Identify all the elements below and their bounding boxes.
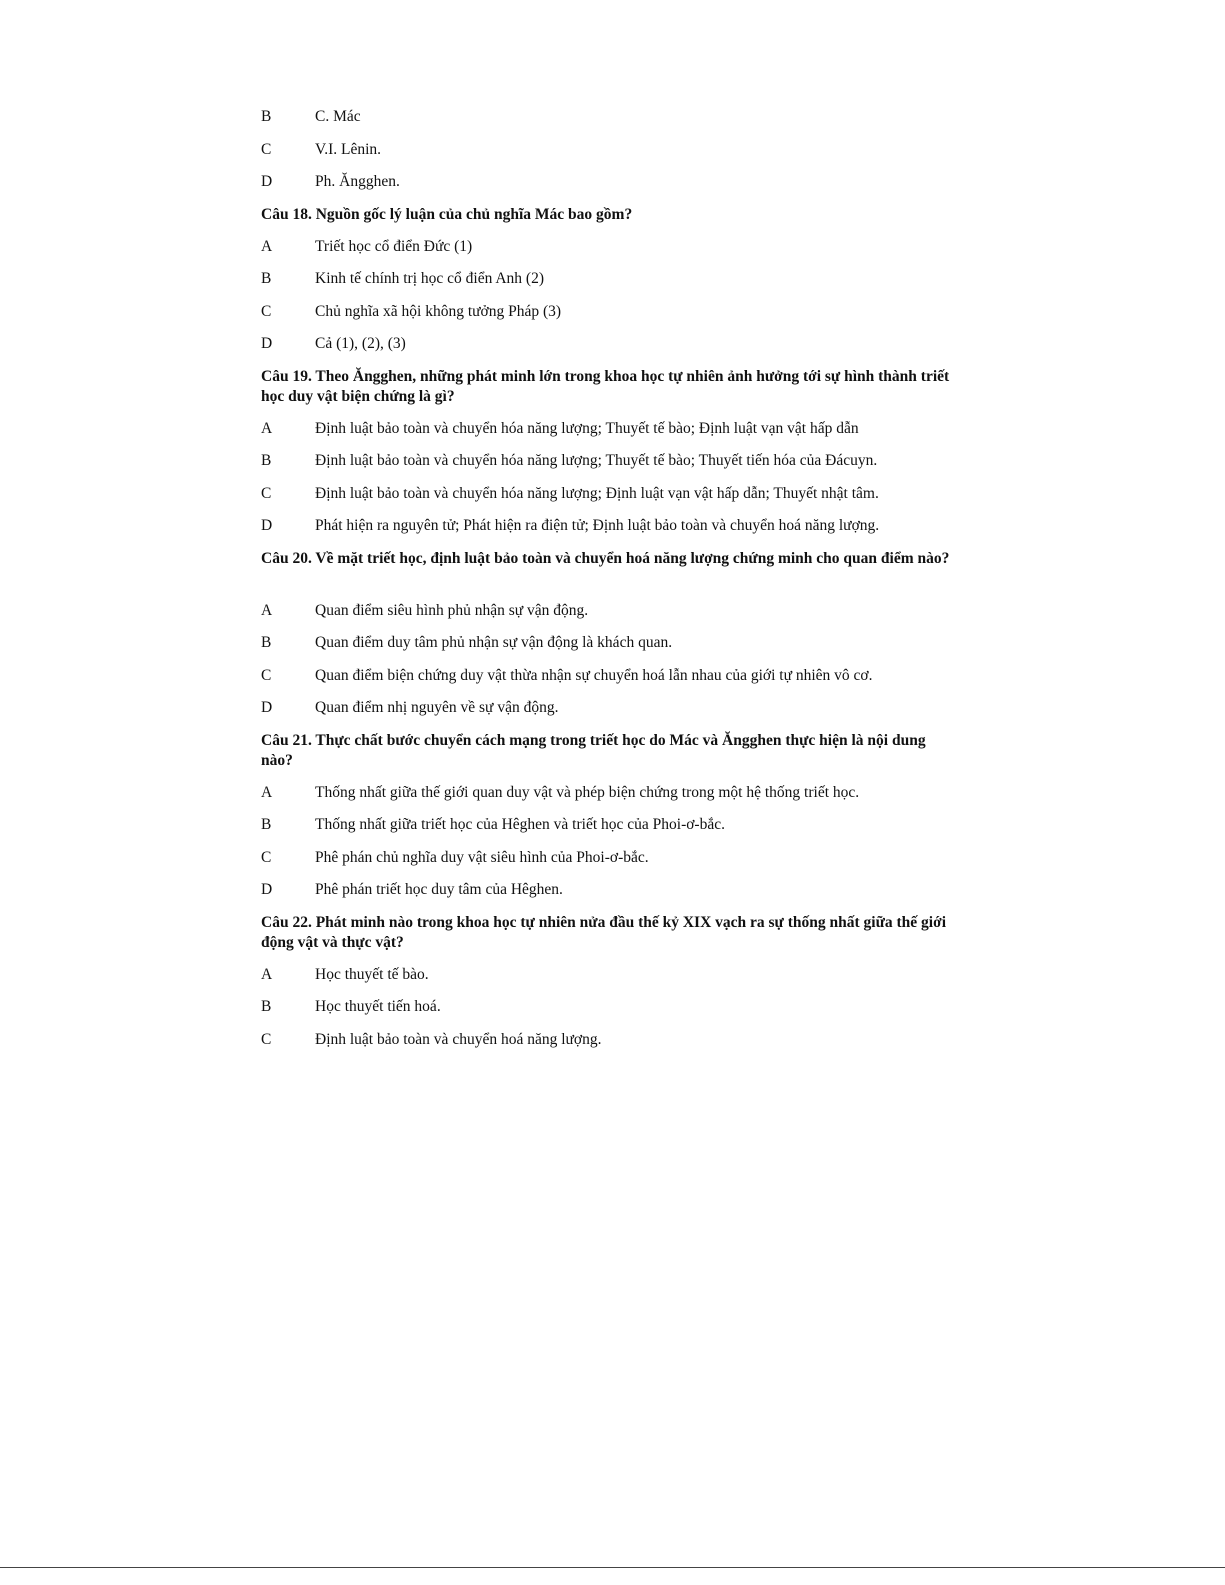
q20-option-d bbox=[261, 698, 961, 718]
q18-option-d bbox=[261, 334, 961, 354]
option-letter: C bbox=[261, 1030, 272, 1048]
q21-option-a bbox=[261, 783, 961, 803]
option-letter: C bbox=[261, 302, 272, 320]
option-letter: C bbox=[261, 848, 272, 866]
q18-option-a bbox=[261, 237, 961, 257]
option-letter: D bbox=[261, 881, 273, 898]
option-letter: A bbox=[261, 783, 273, 801]
option-letter: D bbox=[261, 335, 273, 352]
q21-option-c bbox=[261, 848, 961, 868]
q19-option-b bbox=[261, 451, 961, 471]
option-letter: D bbox=[261, 699, 273, 716]
q21-option-b bbox=[261, 815, 961, 835]
option-letter: A bbox=[261, 237, 273, 255]
option-text: Quan điểm siêu hình phủ nhận sự vận động. bbox=[315, 601, 589, 619]
question-19: Câu 19. Theo Ăngghen, những phát minh lớn trong khoa học tự nhiên ảnh hưởng tới sự hình thành triết học duy vật biện chứng là gì? bbox=[261, 367, 950, 405]
q20-option-a bbox=[261, 601, 961, 621]
option-letter: D bbox=[261, 173, 273, 190]
option-letter: B bbox=[261, 108, 272, 125]
option-text: V.I. Lênin. bbox=[315, 140, 382, 158]
question-20: Câu 20. Về mặt triết học, định luật bảo toàn và chuyển hoá năng lượng chứng minh cho quan điểm nào? bbox=[261, 549, 950, 567]
option-text: Học thuyết tế bào. bbox=[315, 965, 429, 983]
option-text: Học thuyết tiến hoá. bbox=[315, 998, 441, 1015]
prev-option-b bbox=[261, 107, 961, 127]
q21-option-d bbox=[261, 880, 961, 900]
q22-option-b bbox=[261, 997, 961, 1017]
prev-option-d bbox=[261, 172, 961, 192]
option-text: Phát hiện ra nguyên tử; Phát hiện ra điện tử; Định luật bảo toàn và chuyển hoá năng lượng. bbox=[315, 517, 880, 534]
question-22: Câu 22. Phát minh nào trong khoa học tự nhiên nửa đầu thế kỷ XIX vạch ra sự thống nhất giữa thế giới động vật và thực vật? bbox=[261, 913, 946, 951]
option-text: Định luật bảo toàn và chuyển hóa năng lượng; Thuyết tế bào; Định luật vạn vật hấp dẫn bbox=[315, 419, 859, 437]
q19-option-c bbox=[261, 484, 961, 504]
q20-option-b bbox=[261, 633, 961, 653]
q20-option-c bbox=[261, 666, 961, 686]
option-letter: C bbox=[261, 140, 272, 158]
option-letter: B bbox=[261, 452, 272, 469]
q22-option-a bbox=[261, 965, 961, 985]
option-letter: B bbox=[261, 998, 272, 1015]
q22-option-c bbox=[261, 1030, 961, 1050]
option-letter: A bbox=[261, 601, 273, 619]
prev-option-c bbox=[261, 140, 961, 160]
q18-option-b bbox=[261, 269, 961, 289]
question-21: Câu 21. Thực chất bước chuyển cách mạng trong triết học do Mác và Ăngghen thực hiện là nội dung nào? bbox=[261, 731, 926, 769]
question-18: Câu 18. Nguồn gốc lý luận của chủ nghĩa Mác bao gồm? bbox=[261, 205, 633, 223]
option-text: Định luật bảo toàn và chuyển hóa năng lượng; Thuyết tế bào; Thuyết tiến hóa của Đácuyn. bbox=[315, 452, 878, 469]
option-text: Ph. Ăngghen. bbox=[315, 173, 400, 190]
option-text: Triết học cổ điển Đức (1) bbox=[315, 237, 473, 255]
option-letter: B bbox=[261, 270, 272, 287]
option-letter: C bbox=[261, 666, 272, 684]
option-text: Quan điểm nhị nguyên về sự vận động. bbox=[315, 699, 559, 716]
option-text: Định luật bảo toàn và chuyển hoá năng lượng. bbox=[315, 1030, 602, 1048]
option-letter: A bbox=[261, 419, 273, 437]
option-text: Thống nhất giữa thế giới quan duy vật và phép biện chứng trong một hệ thống triết học. bbox=[315, 783, 860, 801]
option-text: Cả (1), (2), (3) bbox=[315, 335, 406, 352]
option-letter: C bbox=[261, 484, 272, 502]
q19-option-d bbox=[261, 516, 961, 536]
q19-option-a bbox=[261, 419, 961, 439]
option-letter: B bbox=[261, 634, 272, 651]
option-letter: A bbox=[261, 965, 273, 983]
q18-option-c bbox=[261, 302, 961, 322]
page-bottom-divider bbox=[0, 1567, 1225, 1568]
option-letter: D bbox=[261, 517, 273, 534]
option-text: Phê phán triết học duy tâm của Hêghen. bbox=[315, 881, 563, 898]
option-text: Phê phán chủ nghĩa duy vật siêu hình của Phoi-ơ-bắc. bbox=[315, 848, 649, 866]
option-text: Quan điểm biện chứng duy vật thừa nhận sự chuyển hoá lẫn nhau của giới tự nhiên vô cơ. bbox=[315, 666, 873, 684]
quiz-content bbox=[261, 107, 961, 1062]
option-letter: B bbox=[261, 816, 272, 833]
option-text: Thống nhất giữa triết học của Hêghen và triết học của Phoi-ơ-bắc. bbox=[315, 816, 725, 833]
option-text: Kinh tế chính trị học cổ điển Anh (2) bbox=[315, 270, 545, 287]
option-text: Định luật bảo toàn và chuyển hóa năng lượng; Định luật vạn vật hấp dẫn; Thuyết nhật tâm. bbox=[315, 484, 879, 502]
option-text: C. Mác bbox=[315, 108, 361, 125]
option-text: Quan điểm duy tâm phủ nhận sự vận động là khách quan. bbox=[315, 634, 673, 651]
option-text: Chủ nghĩa xã hội không tưởng Pháp (3) bbox=[315, 302, 562, 320]
